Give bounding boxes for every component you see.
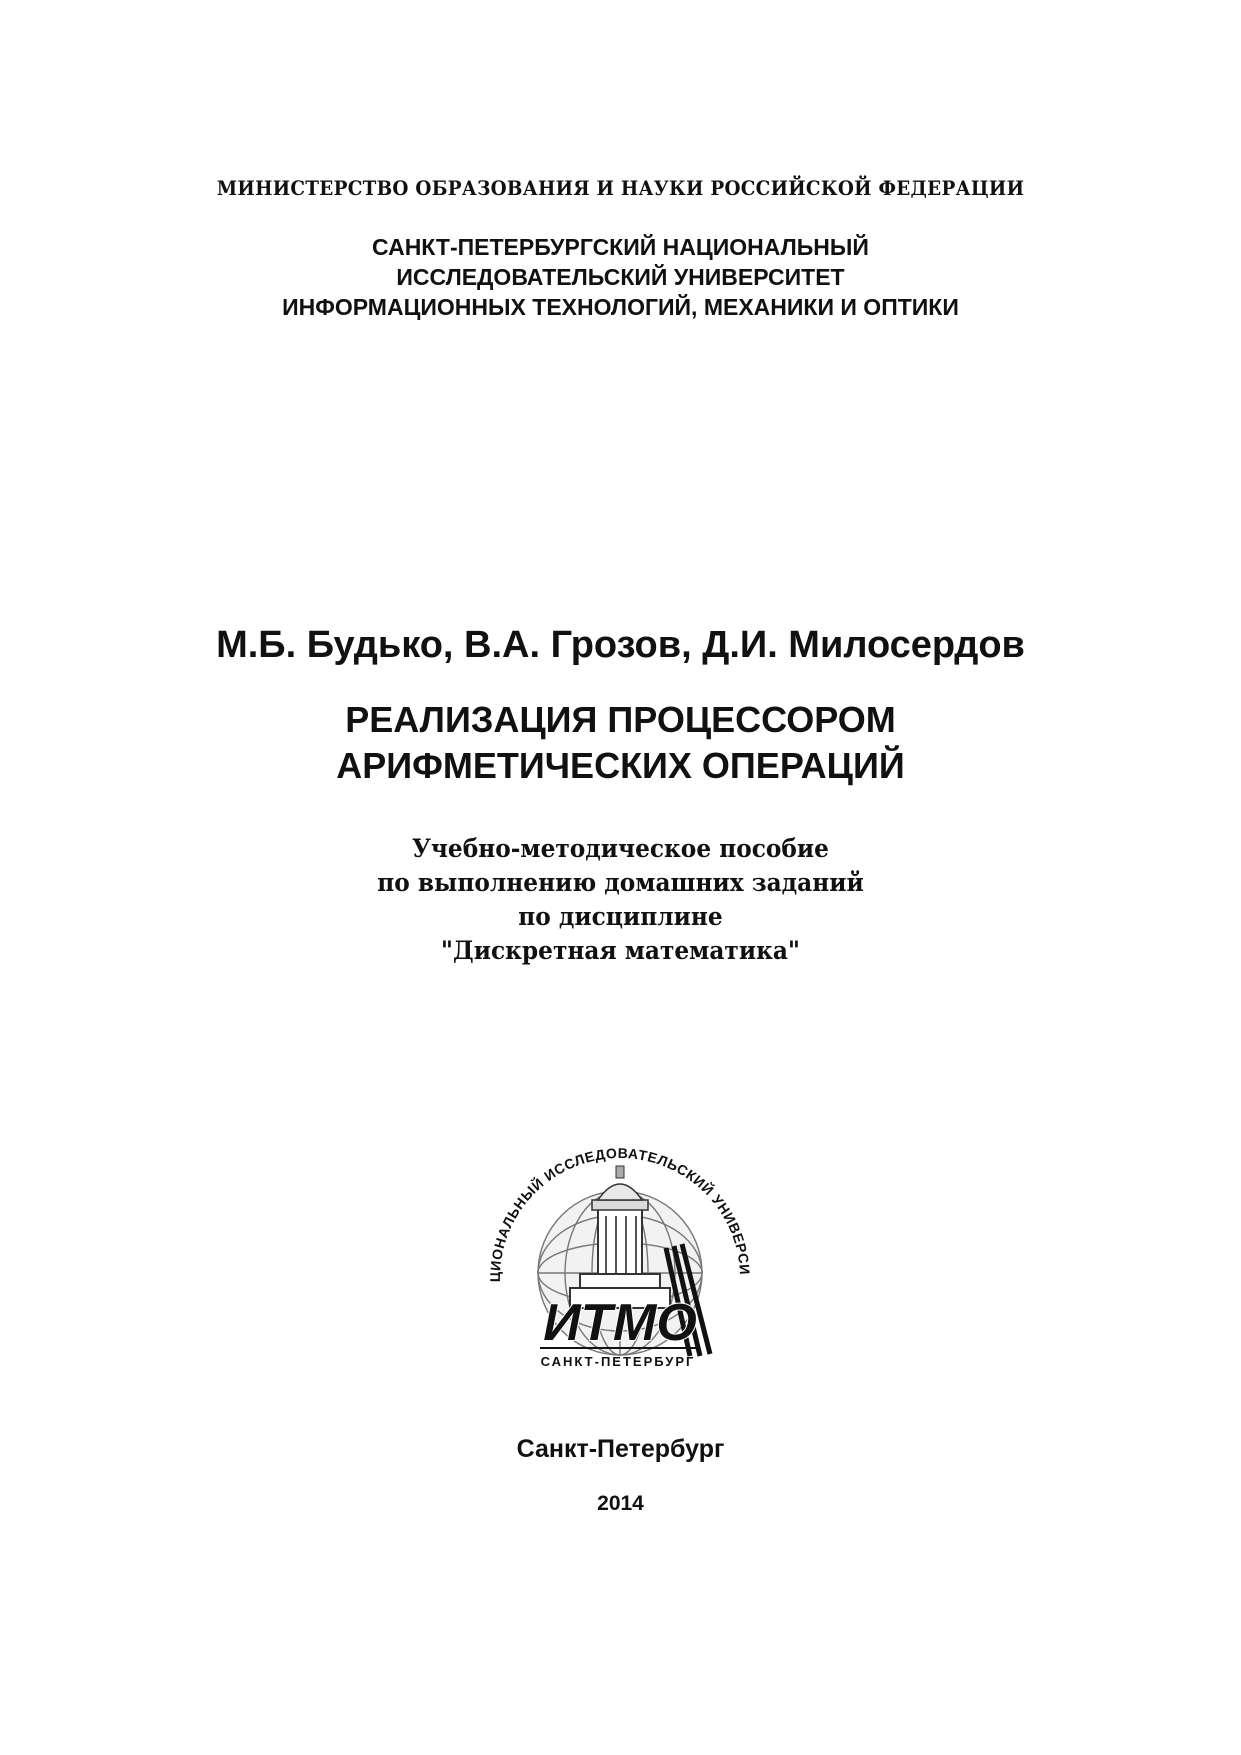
subtitle-line: Учебно-методическое пособие [412, 834, 829, 863]
subtitle-line: по выполнению домашних заданий [377, 868, 864, 897]
university-line: ИССЛЕДОВАТЕЛЬСКИЙ УНИВЕРСИТЕТ [396, 264, 845, 290]
logo-wordmark: ИТМО [543, 1294, 697, 1352]
subtitle-line: по дисциплине [518, 902, 723, 931]
publication-year: 2014 [597, 1492, 644, 1515]
university-line: САНКТ-ПЕТЕРБУРГСКИЙ НАЦИОНАЛЬНЫЙ [372, 234, 869, 260]
publication-city: Санкт-Петербург [516, 1435, 725, 1463]
authors: М.Б. Будько, В.А. Грозов, Д.И. Милосердов [216, 624, 1025, 666]
logo-arc-text: ЦИОНАЛЬНЫЙ ИССЛЕДОВАТЕЛЬСКИЙ УНИВЕРСИ [486, 1144, 754, 1283]
book-title [0, 697, 1241, 789]
itmo-emblem-icon [470, 1128, 770, 1378]
title-line: АРИФМЕТИЧЕСКИХ ОПЕРАЦИЙ [336, 745, 905, 786]
ministry-name: МИНИСТЕРСТВО ОБРАЗОВАНИЯ И НАУКИ РОССИЙСКОЙ ФЕДЕРАЦИИ [216, 176, 1025, 200]
subtitle-line: "Дискретная математика" [440, 936, 801, 965]
title-line: РЕАЛИЗАЦИЯ ПРОЦЕССОРОМ [345, 699, 896, 740]
book-subtitle [43, 832, 1197, 968]
university-line: ИНФОРМАЦИОННЫХ ТЕХНОЛОГИЙ, МЕХАНИКИ И ОПТИКИ [282, 294, 959, 320]
university-name [0, 232, 1241, 322]
logo-city: САНКТ-ПЕТЕРБУРГ [540, 1354, 696, 1369]
itmo-logo-icon [470, 1128, 770, 1378]
